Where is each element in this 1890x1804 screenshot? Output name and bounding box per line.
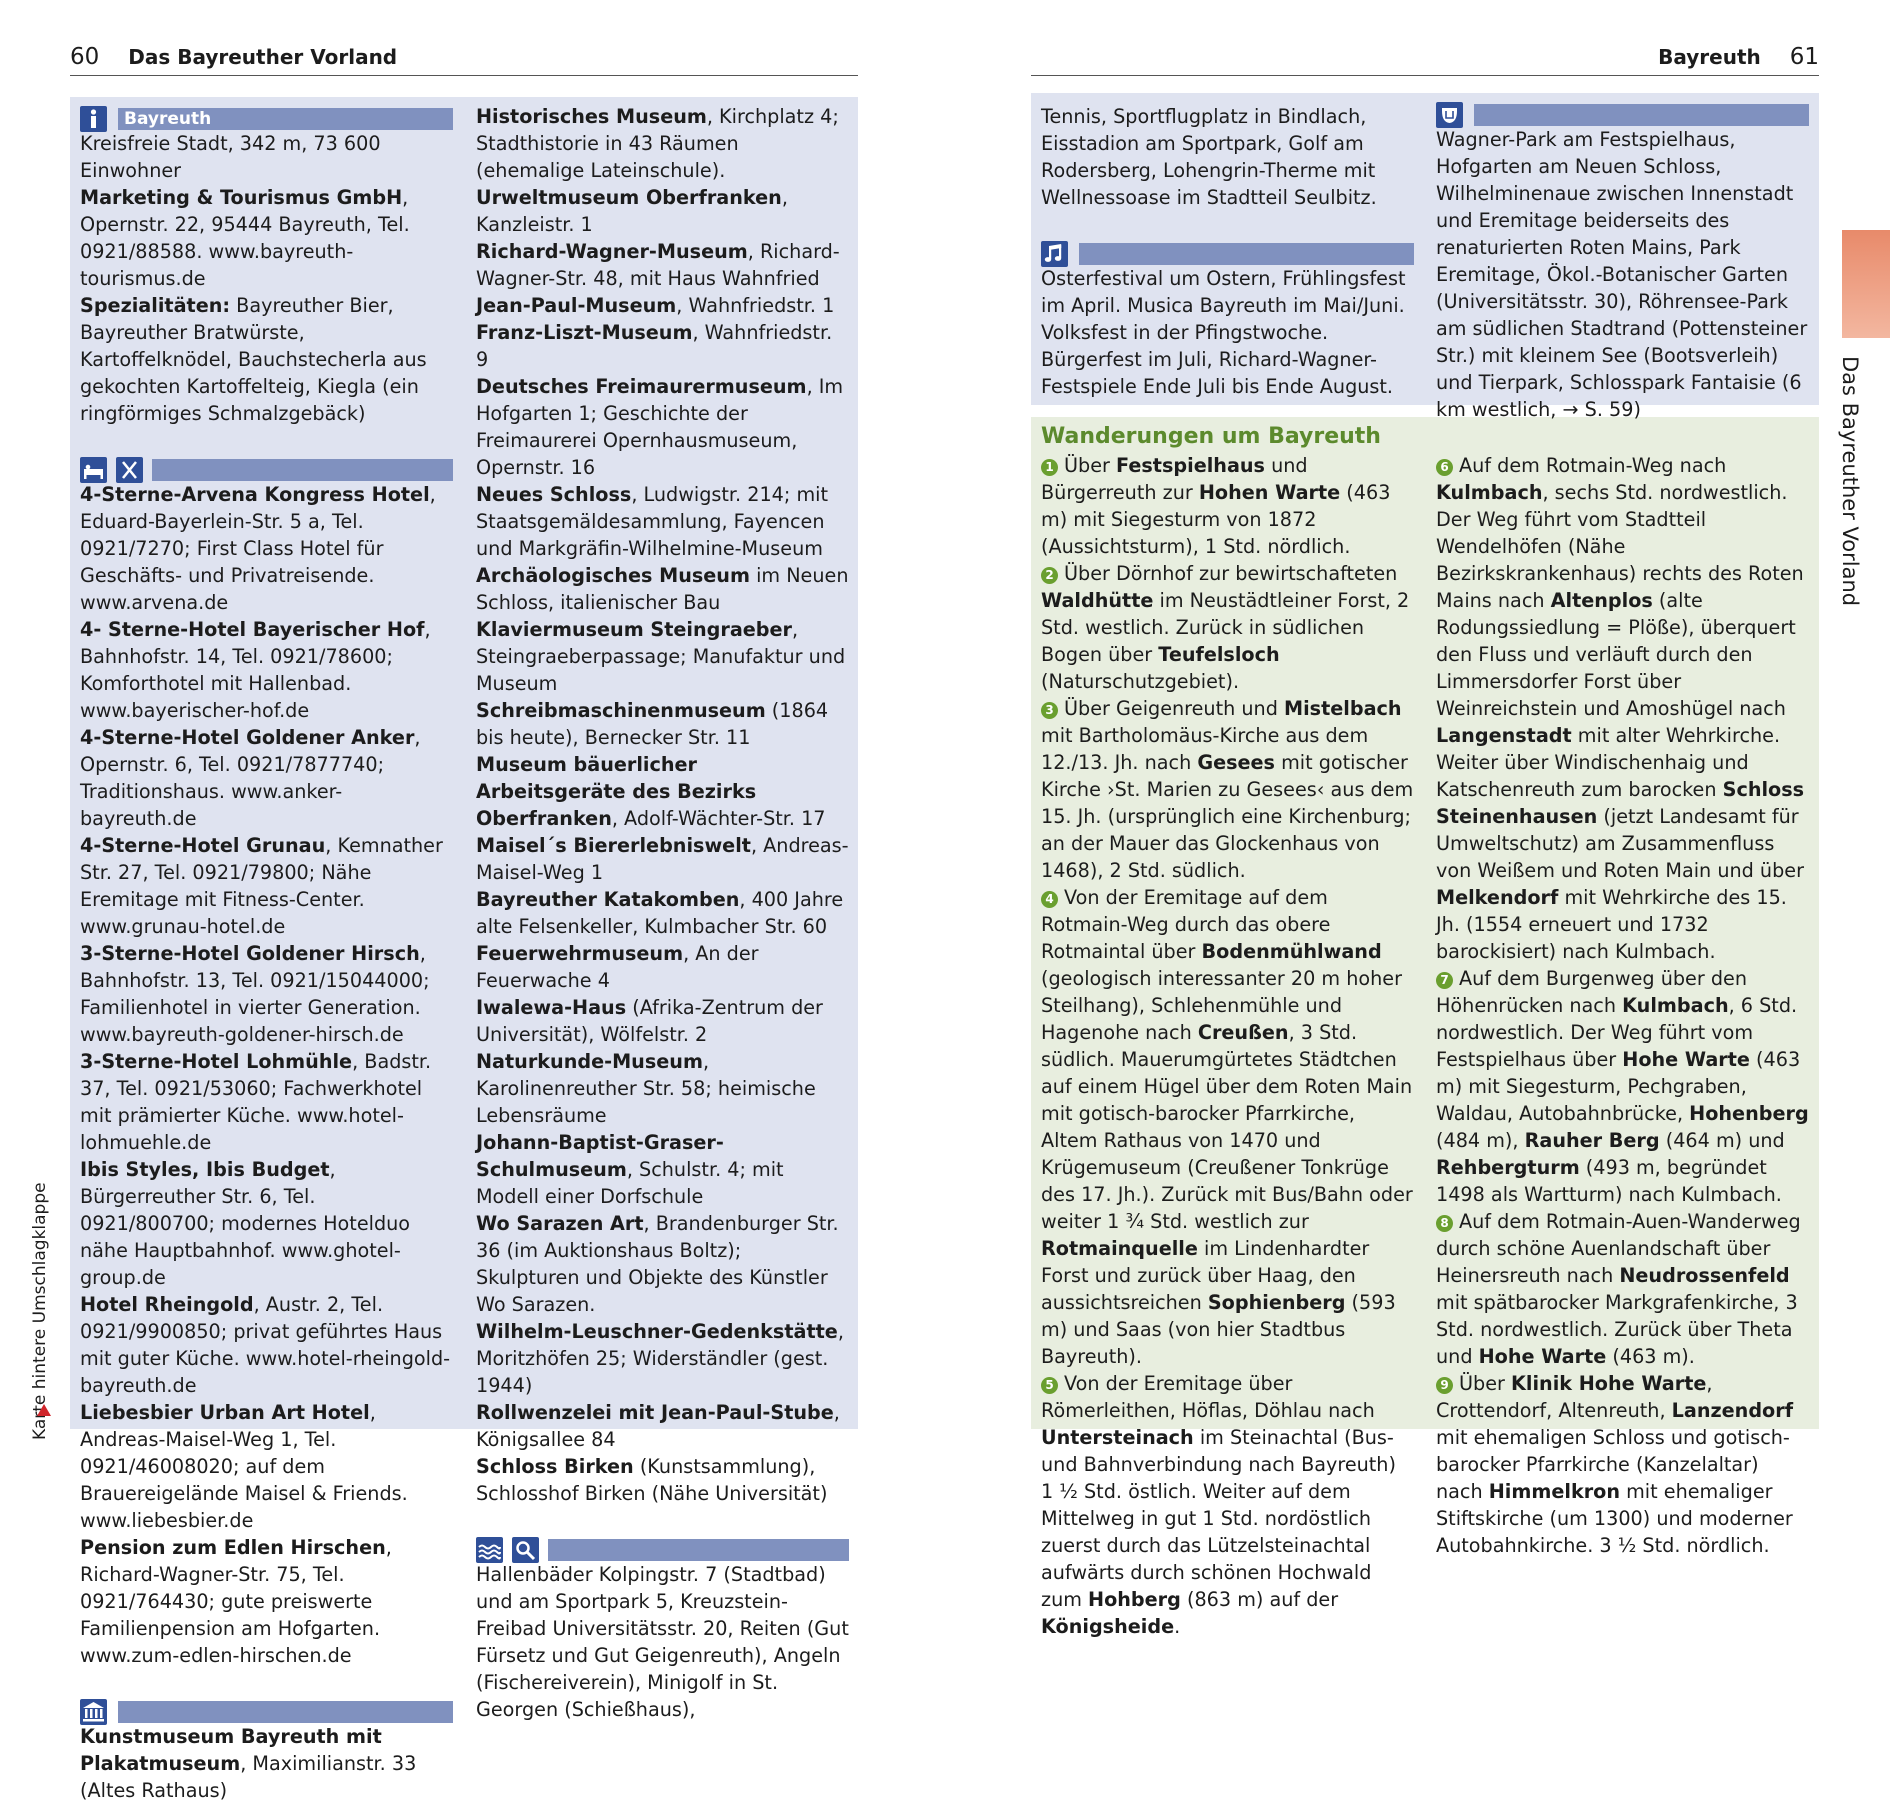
left-page-number: 60 — [70, 44, 100, 70]
right-page-title: Bayreuth — [1658, 45, 1761, 69]
hike-number-badge: 3 — [1041, 702, 1058, 719]
museum-entry: Wilhelm-Leuschner-Gedenkstätte, Moritzhöfen 25; Widerständler (gest. 1944) — [476, 1320, 844, 1397]
museum-entry: Deutsches Freimaurermuseum, Im Hofgarten 1; Geschichte der Freimaurerei Opernhausmuseum, Opernstr. 16 — [476, 375, 844, 479]
museum-entry: Iwalewa-Haus (Afrika-Zentrum der Universität), Wölfelstr. 2 — [476, 996, 823, 1046]
museum-entry: Historisches Museum, Kirchplatz 4; Stadthistorie in 43 Räumen (ehemalige Lateinschule). — [476, 105, 839, 182]
music-note-icon — [1041, 241, 1068, 267]
museum-entry: Rollwenzelei mit Jean-Paul-Stube, Königsallee 84 — [476, 1401, 840, 1451]
museum-entry: Naturkunde-Museum, Karolinenreuther Str. 58; heimische Lebensräume — [476, 1050, 816, 1127]
museum-entry: Schreibmaschinenmuseum (1864 bis heute), Bernecker Str. 11 — [476, 699, 829, 749]
hotels-section-header — [80, 453, 453, 481]
map-pointer-icon — [37, 1404, 51, 1416]
hike-number-badge: 1 — [1041, 459, 1058, 476]
hike-entry: 9 Über Klinik Hohe Warte, Crottendorf, Altenreuth, Lanzendorf mit ehemaligen Schloss und gotisch-barocker Pfarrkirche (Kanzelaltar) nach Himmelkron mit ehemaliger Stiftskirche (um 1300) und moderner Autobahnkirche. 3 ½ Std. nördlich. — [1436, 1372, 1794, 1557]
hike-entry: 8 Auf dem Rotmain-Auen-Wanderweg durch schöne Auenlandschaft über Heinersreuth nach Neudrossenfeld mit spätbarocker Markgrafenkirche, 3 Std. nordwestlich. Zurück über Theta und Hohe Warte (463 m). — [1436, 1210, 1801, 1368]
hotel-entry: 4- Sterne-Hotel Bayerischer Hof, Bahnhofstr. 14, Tel. 0921/78600; Komforthotel mit Hallenbad. www.bayerischer-hof.de — [80, 618, 431, 722]
hikes-title: Wanderungen um Bayreuth — [1041, 424, 1381, 449]
museum-entry: Bayreuther Katakomben, 400 Jahre alte Felsenkeller, Kulmbacher Str. 60 — [476, 888, 844, 938]
parks-section-header — [1436, 98, 1809, 126]
hotels-list — [80, 481, 453, 1669]
hotel-entry: Hotel Rheingold, Austr. 2, Tel. 0921/9900850; privat geführtes Haus mit guter Küche. www.hotel-rheingold-bayreuth.de — [80, 1293, 451, 1397]
hike-number-badge: 2 — [1041, 567, 1058, 584]
park-icon — [1436, 102, 1463, 128]
hotel-entry: 3-Sterne-Hotel Goldener Hirsch, Bahnhofstr. 13, Tel. 0921/15044000; Familienhotel in vierter Generation. www.bayreuth-goldener-hirsch.de — [80, 942, 430, 1046]
hike-number-badge: 8 — [1436, 1215, 1453, 1232]
hike-entry: 6 Auf dem Rotmain-Weg nach Kulmbach, sechs Std. nordwestlich. Der Weg führt vom Stadtteil Wendelhöfen (Nähe Bezirkskrankenhaus) rechts des Roten Mains nach Altenplos (alte Rodungssiedlung = Plöße), überquert den Fluss und verläuft durch den Limmersdorfer Forst über Weinreichstein und Amoshügel nach Langenstadt mit alter Wehrkirche. Weiter über Windischenhaig und Katschenreuth zum barocken Schloss Steinenhausen (jetzt Landesamt für Umweltschutz) am Zusammenfluss von Weißem und Roten Main und über Melkendorf mit Wehrkirche des 15. Jh. (1554 erneuert und 1732 barockisiert) nach Kulmbach. — [1436, 454, 1805, 963]
museum-icon — [80, 1699, 107, 1725]
info-line: Kreisfreie Stadt, 342 m, 73 600 Einwohner — [80, 132, 381, 182]
museum-entry: Richard-Wagner-Museum, Richard-Wagner-Str. 48, mit Haus Wahnfried — [476, 240, 840, 290]
hotel-entry: Pension zum Edlen Hirschen, Richard-Wagner-Str. 75, Tel. 0921/764430; gute preiswerte Familienpension am Hofgarten. www.zum-edlen-hirschen.de — [80, 1536, 392, 1667]
parks-text: Wagner-Park am Festspielhaus, Hofgarten am Neuen Schloss, Wilhelminenaue zwischen Innenstadt und Eremitage beiderseits des renaturierten Roten Mains, Park Eremitage, Ökol.-Botanischer Garten (Universitätsstr. 30), Röhrensee-Park am südlichen Stadtrand (Pottensteiner Str.) mit kleinem See (Bootsverleih) und Tierpark, Schlosspark Fantaisie (6 km westlich, → S. 59) — [1436, 128, 1808, 421]
chapter-side-label: Das Bayreuther Vorland — [1838, 356, 1862, 607]
sports-text: Hallenbäder Kolpingstr. 7 (Stadtbad) und am Sportpark 5, Kreuzstein-Freibad Universitätsstr. 20, Reiten (Gut Fürsetz und Gut Geigenreuth), Angeln (Fischereiverein), Minigolf in St. Georgen (Schießhaus), — [476, 1563, 849, 1721]
museum-entry: Klaviermuseum Steingraeber, Steingraeberpassage; Manufaktur und Museum — [476, 618, 846, 695]
hotel-entry: 3-Sterne-Hotel Lohmühle, Badstr. 37, Tel. 0921/53060; Fachwerkhotel mit prämierter Küche. www.hotel-lohmuehle.de — [80, 1050, 432, 1154]
sports-continued: Tennis, Sportflugplatz in Bindlach, Eisstadion am Sportpark, Golf am Rodersberg, Lohengrin-Therme mit Wellnessoase im Stadtteil Seulbitz. — [1041, 105, 1377, 209]
info-icon — [80, 106, 107, 132]
left-page-title: Das Bayreuther Vorland — [128, 45, 398, 69]
museum-entry: Urweltmuseum Oberfranken, Kanzleistr. 1 — [476, 186, 788, 236]
hotel-entry: 4-Sterne-Hotel Goldener Anker, Opernstr. 6, Tel. 0921/7877740; Traditionshaus. www.anker-bayreuth.de — [80, 726, 421, 830]
hotels-title-bar — [152, 459, 453, 481]
events-section-header — [1041, 237, 1414, 265]
sports-title-bar — [548, 1539, 849, 1561]
museum-entry: Feuerwehrmuseum, An der Feuerwache 4 — [476, 942, 759, 992]
info-title: Bayreuth — [124, 109, 212, 129]
hikes-column-2 — [1436, 452, 1809, 1559]
museum-entry: Neues Schloss, Ludwigstr. 214; mit Staatsgemäldesammlung, Fayencen und Markgräfin-Wilhelmine-Museum — [476, 483, 828, 560]
hike-number-badge: 5 — [1041, 1377, 1058, 1394]
events-text: Osterfestival um Ostern, Frühlingsfest im April. Musica Bayreuth im Mai/Juni. Volksfest in der Pfingstwoche. Bürgerfest im Juli, Richard-Wagner-Festspiele Ende Juli bis Ende August. — [1041, 267, 1406, 398]
museum-entry: Jean-Paul-Museum, Wahnfriedstr. 1 — [476, 294, 835, 317]
museums-section-header — [80, 1695, 453, 1723]
museum-entry: Archäologisches Museum im Neuen Schloss, italienischer Bau — [476, 564, 849, 614]
map-side-label: Karte hintere Umschlagklappe — [30, 1182, 50, 1440]
hike-entry: 3 Über Geigenreuth und Mistelbach mit Bartholomäus-Kirche aus dem 12./13. Jh. nach Gesees mit gotischer Kirche ›St. Marien zu Gesees‹ aus dem 15. Jh. (ursprünglich eine Kirchenburg; an der Mauer das Glockenhaus von 1468), 2 Std. südlich. — [1041, 697, 1414, 882]
museums-title-bar — [118, 1701, 453, 1723]
hike-entry: 2 Über Dörnhof zur bewirtschafteten Waldhütte im Neustädtleiner Forst, 2 Std. westlich. Zurück in südlichen Bogen über Teufelsloch (Naturschutzgebiet). — [1041, 562, 1410, 693]
hotel-entry: 4-Sterne-Hotel Grunau, Kemnather Str. 27, Tel. 0921/79800; Nähe Eremitage mit Fitness-Center. www.grunau-hotel.de — [80, 834, 443, 938]
info-section-header — [80, 102, 453, 130]
left-page-header — [70, 44, 858, 76]
marketing-entry: Marketing & Tourismus GmbH, Opernstr. 22, 95444 Bayreuth, Tel. 0921/88588. www.bayreuth-tourismus.de — [80, 186, 410, 290]
fork-knife-icon — [116, 457, 143, 483]
info-title-bar — [118, 108, 453, 130]
museum-entry: Kunstmuseum Bayreuth mit Plakatmuseum, Maximilianstr. 33 (Altes Rathaus) — [80, 1725, 417, 1802]
search-icon — [512, 1537, 539, 1563]
chapter-tab — [1842, 230, 1890, 338]
hike-number-badge: 7 — [1436, 972, 1453, 989]
hotel-entry: Ibis Styles, Ibis Budget, Bürgerreuther Str. 6, Tel. 0921/800700; modernes Hotelduo nähe Hauptbahnhof. www.ghotel-group.de — [80, 1158, 411, 1289]
sports-section-header — [476, 1533, 849, 1561]
hike-entry: 1 Über Festspielhaus und Bürgerreuth zur Hohen Warte (463 m) mit Siegesturm von 1872 (Aussichtsturm), 1 Std. nördlich. — [1041, 454, 1391, 558]
hike-number-badge: 6 — [1436, 459, 1453, 476]
right-column-2 — [1436, 96, 1809, 423]
hike-entry: 4 Von der Eremitage auf dem Rotmain-Weg durch das obere Rotmaintal über Bodenmühlwand (geologisch interessanter 20 m hoher Steilhang), Schlehenmühle und Hagenohe nach Creußen, 3 Std. südlich. Mauerumgürtetes Städtchen auf einem Hügel über dem Roten Main mit gotisch-barocker Pfarrkirche, Altem Rathaus von 1470 und Krügemuseum (Creußener Tonkrüge des 17. Jh.). Zurück mit Bus/Bahn oder weiter 1 ¾ Std. westlich zur Rotmainquelle im Lindenhardter Forst und zurück über Haag, den aussichtsreichen Sophienberg (593 m) und Saas (von hier Stadtbus Bayreuth). — [1041, 886, 1413, 1368]
museum-entry: Franz-Liszt-Museum, Wahnfriedstr. 9 — [476, 321, 833, 371]
parks-title-bar — [1474, 104, 1809, 126]
hike-entry: 7 Auf dem Burgenweg über den Höhenrücken nach Kulmbach, 6 Std. nordwestlich. Der Weg führt vom Festspielhaus über Hohe Warte (463 m) mit Siegesturm, Pechgraben, Waldau, Autobahnbrücke, Hohenberg (484 m), Rauher Berg (464 m) und Rehbergturm (493 m, begründet 1498 als Wartturm) nach Kulmbach. — [1436, 967, 1809, 1206]
right-page-number: 61 — [1789, 44, 1819, 70]
right-column-1 — [1041, 103, 1414, 400]
museum-entry: Johann-Baptist-Graser-Schulmuseum, Schulstr. 4; mit Modell einer Dorfschule — [476, 1131, 784, 1208]
museum-entry: Schloss Birken (Kunstsammlung), Schlosshof Birken (Nähe Universität) — [476, 1455, 828, 1505]
museum-entry: Maisel´s Biererlebniswelt, Andreas-Maisel-Weg 1 — [476, 834, 849, 884]
bed-icon — [80, 457, 107, 483]
hike-number-badge: 9 — [1436, 1377, 1453, 1394]
right-page-header — [1031, 44, 1819, 76]
left-column-1 — [80, 100, 453, 1804]
events-title-bar — [1079, 243, 1414, 265]
museum-entry: Museum bäuerlicher Arbeitsgeräte des Bezirks Oberfranken, Adolf-Wächter-Str. 17 — [476, 753, 826, 830]
hikes-column-1 — [1041, 452, 1414, 1640]
hike-entry: 5 Von der Eremitage über Römerleithen, Höflas, Döhlau nach Untersteinach im Steinachtal (Bus- und Bahnverbindung nach Bayreuth) 1 ½ Std. östlich. Weiter auf dem Mittelweg in gut 1 Std. nordöstlich zuerst durch das Lützelsteinachtal aufwärts durch schönen Hochwald zum Hohberg (863 m) auf der Königsheide. — [1041, 1372, 1396, 1638]
hotel-entry: 4-Sterne-Arvena Kongress Hotel, Eduard-Bayerlein-Str. 5 a, Tel. 0921/7270; First Class Hotel für Geschäfts- und Privatreisende. www.arvena.de — [80, 483, 436, 614]
hotel-entry: Liebesbier Urban Art Hotel, Andreas-Maisel-Weg 1, Tel. 0921/46008020; auf dem Brauereigelände Maisel & Friends. www.liebesbier.de — [80, 1401, 408, 1532]
museums-list — [476, 103, 849, 1507]
hike-number-badge: 4 — [1041, 891, 1058, 908]
specialties-entry: Spezialitäten: Bayreuther Bier, Bayreuther Bratwürste, Kartoffelknödel, Bauchstecherla aus gekochten Kartoffelteig, Kiegla (ein ringförmiges Schmalzgebäck) — [80, 294, 427, 425]
museum-entry: Wo Sarazen Art, Brandenburger Str. 36 (im Auktionshaus Boltz); Skulpturen und Objekte des Künstler Wo Sarazen. — [476, 1212, 839, 1316]
swim-icon — [476, 1537, 503, 1563]
left-column-2 — [476, 103, 849, 1723]
